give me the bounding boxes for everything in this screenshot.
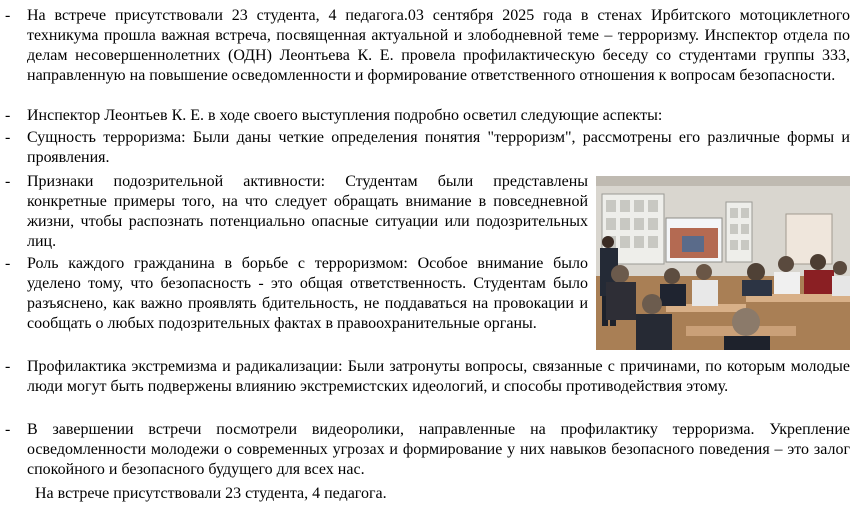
bullet-marker: - [5,358,11,375]
paragraph-text: Роль каждого гражданина в борьбе с терроризмом: Особое внимание было уделено тому, что безопасность - это общая ответственность. Студентам было разъяснено, как важно проявлять бдительность, не поддаваться на провокации и сообщать о любых подозрительных фактах в правоохранительные органы. [27,255,588,332]
paragraph-text: Сущность терроризма: Были даны четкие определения понятия "терроризм", рассмотрены его различные формы и проявления. [27,129,850,166]
paragraph-text: На встрече присутствовали 23 студента, 4 педагога.03 сентября 2025 года в стенах Ирбитского мотоциклетного техникума прошла важная встреча, посвященная актуальной и злободневной теме – терроризму. Инспектор отдела по делам несовершеннолетних (ОДН) Леонтьева К. Е. провела профилактическую беседу со студентами группы 333, направленную на повышение осведомленности и формирование ответственного отношения к вопросам безопасности. [27,7,850,84]
footer-summary: На встрече присутствовали 23 студента, 4 педагога. [35,485,387,502]
bullet-marker: - [5,421,11,438]
bullet-marker: - [5,173,11,190]
bullet-marker: - [5,129,11,146]
classroom-photo [596,176,850,350]
paragraph-text: Профилактика экстремизма и радикализации: Были затронуты вопросы, связанные с причинами, по которым молодые люди могут быть подвержены влиянию экстремистских идеологий, и способы противодействия этому. [27,358,850,395]
paragraph-text: Инспектор Леонтьев К. Е. в ходе своего выступления подробно осветил следующие аспекты: [27,107,663,124]
bullet-marker: - [5,255,11,272]
paragraph-text: Признаки подозрительной активности: Студентам были представлены конкретные примеры того, на что следует обращать внимание в повседневной жизни, чтобы распознать потенциально опасные ситуации или подозрительных лиц. [27,173,588,250]
paragraph-text: В завершении встречи посмотрели видеоролики, направленные на профилактику терроризма. Укрепление осведомленности молодежи о современных угрозах и формирование у них навыков безопасного поведения – это залог спокойного и безопасного будущего для всех нас. [27,421,850,478]
bullet-marker: - [5,7,11,24]
bullet-marker: - [5,107,11,124]
